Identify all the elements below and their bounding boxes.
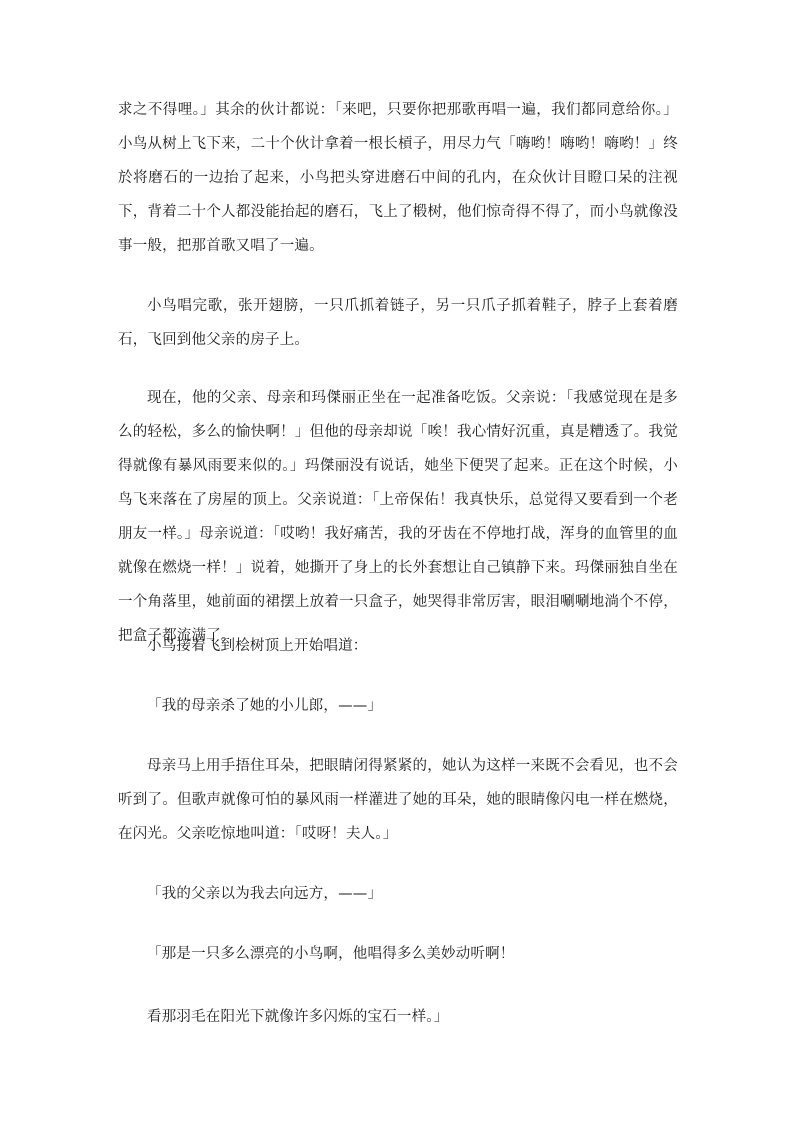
song-line-3: 「那是一只多么漂亮的小鸟啊，他唱得多么美妙动听啊！ (147, 946, 515, 962)
paragraph-1: 求之不得哩。」其余的伙计都说：「来吧，只要你把那歌再唱一遍，我们都同意给你。」小鸟从树上飞下来，二十个伙计拿着一根长槓子，用尽力气「嗨哟！嗨哟！嗨哟！」终於将磨石的一边抬了起来，小鸟把头穿进磨石中间的孔内，在众伙计目瞪口呆的注视下，背着二十个人都没能抬起的磨石，飞上了椴树，他们惊奇得不得了，而小鸟就像没事一般，把那首歌又唱了一遍。 (118, 102, 678, 254)
song-line-4: 看那羽毛在阳光下就像许多闪烁的宝石一样。」 (147, 1009, 449, 1025)
paragraph-5: 母亲马上用手捂住耳朵，把眼睛闭得紧紧的，她认为这样一来既不会看见，也不会听到了。但歌声就像可怕的暴风雨一样灌进了她的耳朵，她的眼睛像闪电一样在燃烧，在闪光。父亲吃惊地叫道：「哎呀！夫人。」 (118, 758, 678, 842)
paragraph-3: 现在，他的父亲、母亲和玛傑丽正坐在一起准备吃饭。父亲说：「我感觉现在是多么的轻松，多么的愉快啊！」但他的母亲却说「唉！我心情好沉重，真是糟透了。我觉得就像有暴风雨要来似的。」玛傑丽没有说话，她坐下便哭了起来。正在这个时候，小鸟飞来落在了房屋的顶上。父亲说道：「上帝保佑！我真快乐，总觉得又要看到一个老朋友一样。」母亲说道：「哎哟！我好痛苦，我的牙齿在不停地打战，浑身的血管里的血就像在燃烧一样！」说着，她撕开了身上的长外套想让自己镇静下来。玛傑丽独自坐在一个角落里，她前面的裙摆上放着一只盒子，她哭得非常厉害，眼泪唰唰地淌个不停，把盒子都流满了。 (118, 390, 678, 644)
paragraph-2: 小鸟唱完歌，张开翅膀，一只爪抓着链子，另一只爪子抓着鞋子，脖子上套着磨石，飞回到他父亲的房子上。 (118, 298, 678, 348)
song-line-1: 「我的母亲杀了她的小儿郎，——」 (147, 698, 383, 714)
song-line-2: 「我的父亲以为我去向远方，——」 (147, 886, 383, 902)
paragraph-4: 小鸟接着飞到桧树顶上开始唱道： (147, 638, 368, 654)
